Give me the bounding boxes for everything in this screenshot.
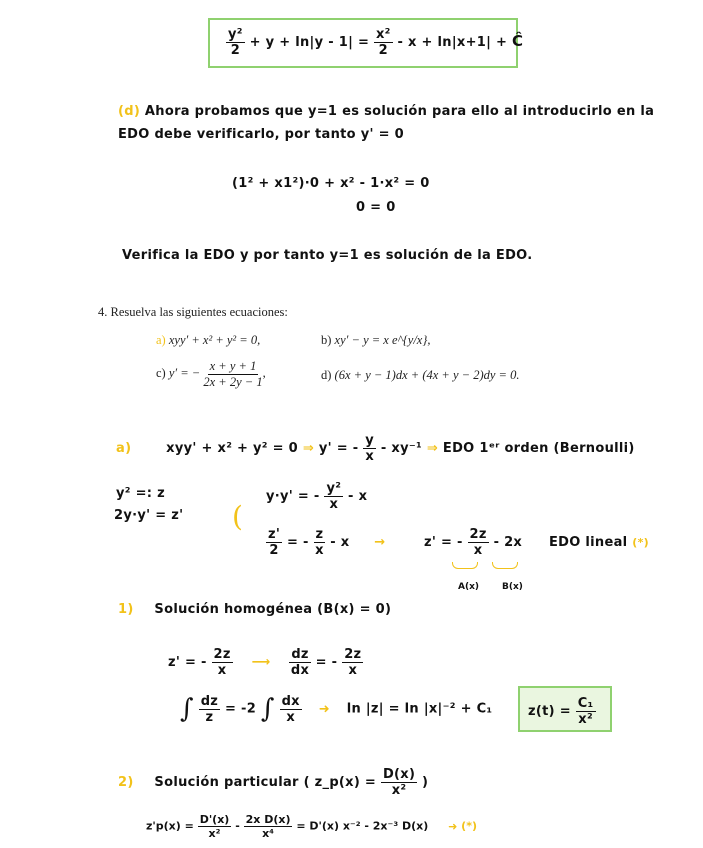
arrow-icon: ⇒ xyxy=(426,441,439,456)
solution-a-line: a) xyy' + x² + y² = 0 ⇒ y' = - $\frac{y}{x}$ - xy⁻¹ ⇒ EDO 1ᵉʳ orden (Bernoulli) xyxy=(116,433,635,464)
exercise-c: c) y′ = − $\frac{x + y + 1}{2x + 2y - 1}$ , xyxy=(156,359,266,389)
top-equation: $\frac{\text{y²}}{2}$ + y + ln|y - 1| = $\frac{\text{x²}}{2}$ - x + ln|x+1| + Ĉ xyxy=(228,27,524,58)
substitution-2: 2y·y' = z' xyxy=(114,508,184,523)
integral-icon: ∫ xyxy=(260,694,275,724)
brace-a xyxy=(452,562,478,569)
homogeneous-eq1: z' = - $\frac{2z}{x}$ ⟶ $\frac{dz}{dx}$ = - $\frac{2z}{x}$ xyxy=(168,647,362,678)
exercise-a: a) xyy′ + x² + y² = 0, xyxy=(156,333,261,347)
exercise-d: d) (6x + y − 1)dx + (4x + y − 2)dy = 0. xyxy=(321,368,520,382)
brace-a-label: A(x) xyxy=(458,582,479,592)
homogeneous-integral: ∫ $\frac{dz}{z}$ = -2 ∫ $\frac{dx}{x}$ ➜ ln |z| = ln |x|⁻² + C₁ xyxy=(180,694,530,724)
arrow-icon: ➜ xyxy=(448,819,458,833)
homogeneous-title: 1) Solución homogénea (B(x) = 0) xyxy=(118,602,392,617)
particular-derivative: z'p(x) = $\frac{D'(x)}{\text{x²}}$ - $\frac{\text{2x D(x)}}{\text{x⁴}}$ = D'(x) x⁻² - 2x⁻³ D(x) ➜ (*) xyxy=(146,813,477,840)
arrow-icon: ⇒ xyxy=(302,441,315,456)
arrow-icon: ➜ xyxy=(318,701,330,717)
exercise-b: b) xy′ − y = x e^{y/x}, xyxy=(321,333,431,347)
arrow-icon: → xyxy=(374,535,386,550)
section-d-line2: EDO debe verificarlo, por tanto y' = 0 xyxy=(118,127,404,142)
integral-icon: ∫ xyxy=(180,694,194,724)
substitution-brace-icon: ( xyxy=(232,500,243,533)
section-d-eq1: (1² + x1²)·0 + x² - 1·x² = 0 xyxy=(232,176,430,191)
section-d-conclusion: Verifica la EDO y por tanto y=1 es solución de la EDO. xyxy=(122,248,533,263)
section-d-line1: (d) Ahora probamos que y=1 es solución para ello al introducirlo en la xyxy=(118,104,655,119)
homogeneous-result: z(t) = $\frac{\text{C₁}}{\text{x²}}$ xyxy=(528,696,594,727)
step-2: $\frac{z'}{2}$ = - $\frac{z}{x}$ - x → xyxy=(268,527,386,558)
section-d-eq2: 0 = 0 xyxy=(356,200,396,215)
arrow-icon: ⟶ xyxy=(251,655,271,670)
step-1: y·y' = - $\frac{\text{y²}}{x}$ - x xyxy=(266,481,368,512)
particular-title: 2) Solución particular ( z_p(x) = $\frac{D(x)}{\text{x²}}$ ) xyxy=(118,767,429,798)
exercise-header: 4. Resuelva las siguientes ecuaciones: xyxy=(98,305,288,319)
brace-b xyxy=(492,562,518,569)
brace-b-label: B(x) xyxy=(502,582,523,592)
substitution-1: y² =: z xyxy=(116,486,165,501)
step-3: z' = - $\frac{2z}{x}$ - 2x EDO lineal (*) xyxy=(424,527,649,558)
